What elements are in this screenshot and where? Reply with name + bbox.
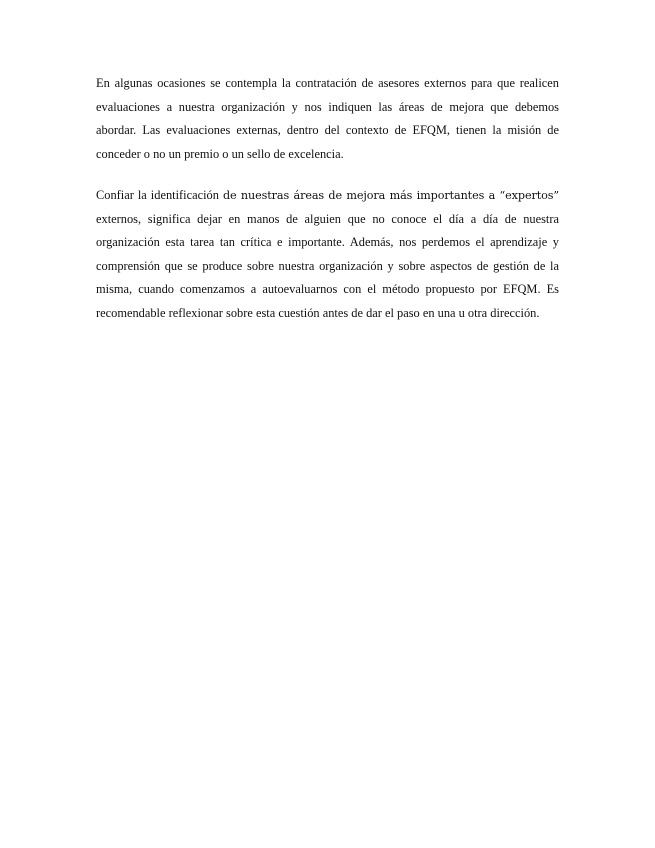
paragraph-line: En algunas ocasiones se contempla la contratación de asesores externos para que realicen: [96, 76, 559, 90]
paragraph-line: conceder o no un premio o un sello de excelencia.: [96, 146, 344, 161]
paragraph-line: organización esta tarea tan crítica e importante. Además, nos perdemos el aprendizaje y: [96, 235, 559, 249]
paragraph-line: comprensión que se produce sobre nuestra organización y sobre aspectos de gestión de la: [96, 258, 559, 273]
paragraph-line: abordar. Las evaluaciones externas, dentro del contexto de EFQM, tienen la misión de: [96, 123, 559, 137]
paragraph-1: [96, 72, 559, 166]
paragraph-line: evaluaciones a nuestra organización y nos indiquen las áreas de mejora que debemos: [96, 99, 559, 114]
paragraph-line: externos, significa dejar en manos de alguien que no conoce el día a día de nuestra: [96, 211, 559, 226]
paragraph-line-segment: de nuestras áreas de mejora más importantes a “expertos”: [222, 189, 560, 202]
paragraph-line: misma, cuando comenzamos a autoevaluarnos con el método propuesto por EFQM. Es: [96, 282, 559, 296]
paragraph-line-segment: Confiar la identificación: [96, 188, 223, 202]
paragraph-first-line: [96, 184, 559, 208]
paragraph-2: [96, 184, 559, 325]
paragraph-line: recomendable reflexionar sobre esta cuestión antes de dar el paso en una u otra dirección.: [96, 305, 540, 320]
